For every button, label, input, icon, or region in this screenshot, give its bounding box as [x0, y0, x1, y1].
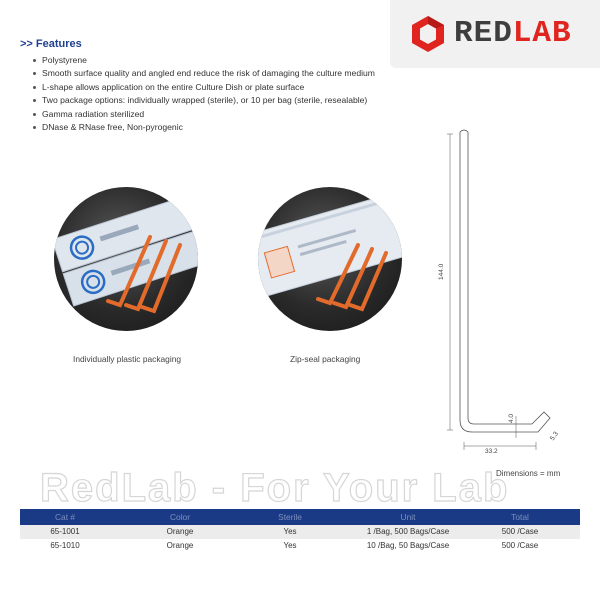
- feature-item: Two package options: individually wrapped (sterile), or 10 per bag (sterile, resealable): [42, 94, 440, 107]
- cell-total: 500 /Case: [501, 527, 539, 536]
- cell-sterile: Yes: [283, 527, 297, 536]
- feature-item: Smooth surface quality and angled end reduce the risk of damaging the culture medium: [42, 67, 440, 80]
- cell-sterile: Yes: [283, 541, 297, 550]
- spreader-dimension-drawing: [440, 120, 590, 465]
- product-table: [20, 509, 580, 553]
- watermark: RedLab - For Your Lab: [40, 466, 510, 510]
- header-cat: Cat #: [54, 512, 76, 522]
- feature-item: Gamma radiation sterilized: [42, 108, 440, 121]
- feature-item: L-shape allows application on the entire Culture Dish or plate surface: [42, 81, 440, 94]
- photo-individual-packaging: [54, 187, 198, 331]
- photo-zip-seal-packaging: [258, 187, 402, 331]
- header-unit: Unit: [400, 512, 416, 522]
- features-heading: >> Features: [20, 38, 82, 50]
- cell-unit: 1 /Bag, 500 Bags/Case: [366, 527, 450, 536]
- feature-item: DNase & RNase free, Non-pyrogenic: [42, 121, 440, 134]
- header-total: Total: [511, 512, 529, 522]
- table-row: [20, 539, 580, 553]
- cell-color: Orange: [166, 527, 194, 536]
- header-color: Color: [169, 512, 191, 522]
- cell-cat: 65-1010: [50, 541, 80, 550]
- features-list: [20, 54, 440, 134]
- dimension-thickness: 4.0: [508, 413, 515, 423]
- logo-text-lab: LAB: [512, 16, 572, 51]
- table-header: [20, 509, 580, 525]
- feature-item: Polystyrene: [42, 54, 440, 67]
- header-sterile: Sterile: [278, 512, 302, 522]
- cell-total: 500 /Case: [501, 541, 539, 550]
- logo-text-red: RED: [454, 16, 513, 51]
- dimension-height: 144.0: [438, 263, 445, 280]
- logo-text: [454, 15, 572, 53]
- dimension-tip: 5.3: [549, 430, 560, 443]
- dimension-unit-note: Dimensions = mm: [496, 469, 561, 478]
- photo-caption: Individually plastic packaging: [73, 354, 182, 364]
- cell-cat: 65-1001: [50, 527, 80, 536]
- features-section: [20, 36, 440, 134]
- photo-caption: Zip-seal packaging: [290, 354, 361, 364]
- table-row: [20, 525, 580, 539]
- cell-color: Orange: [166, 541, 194, 550]
- dimension-width: 33.2: [485, 448, 498, 455]
- cell-unit: 10 /Bag, 50 Bags/Case: [366, 541, 450, 550]
